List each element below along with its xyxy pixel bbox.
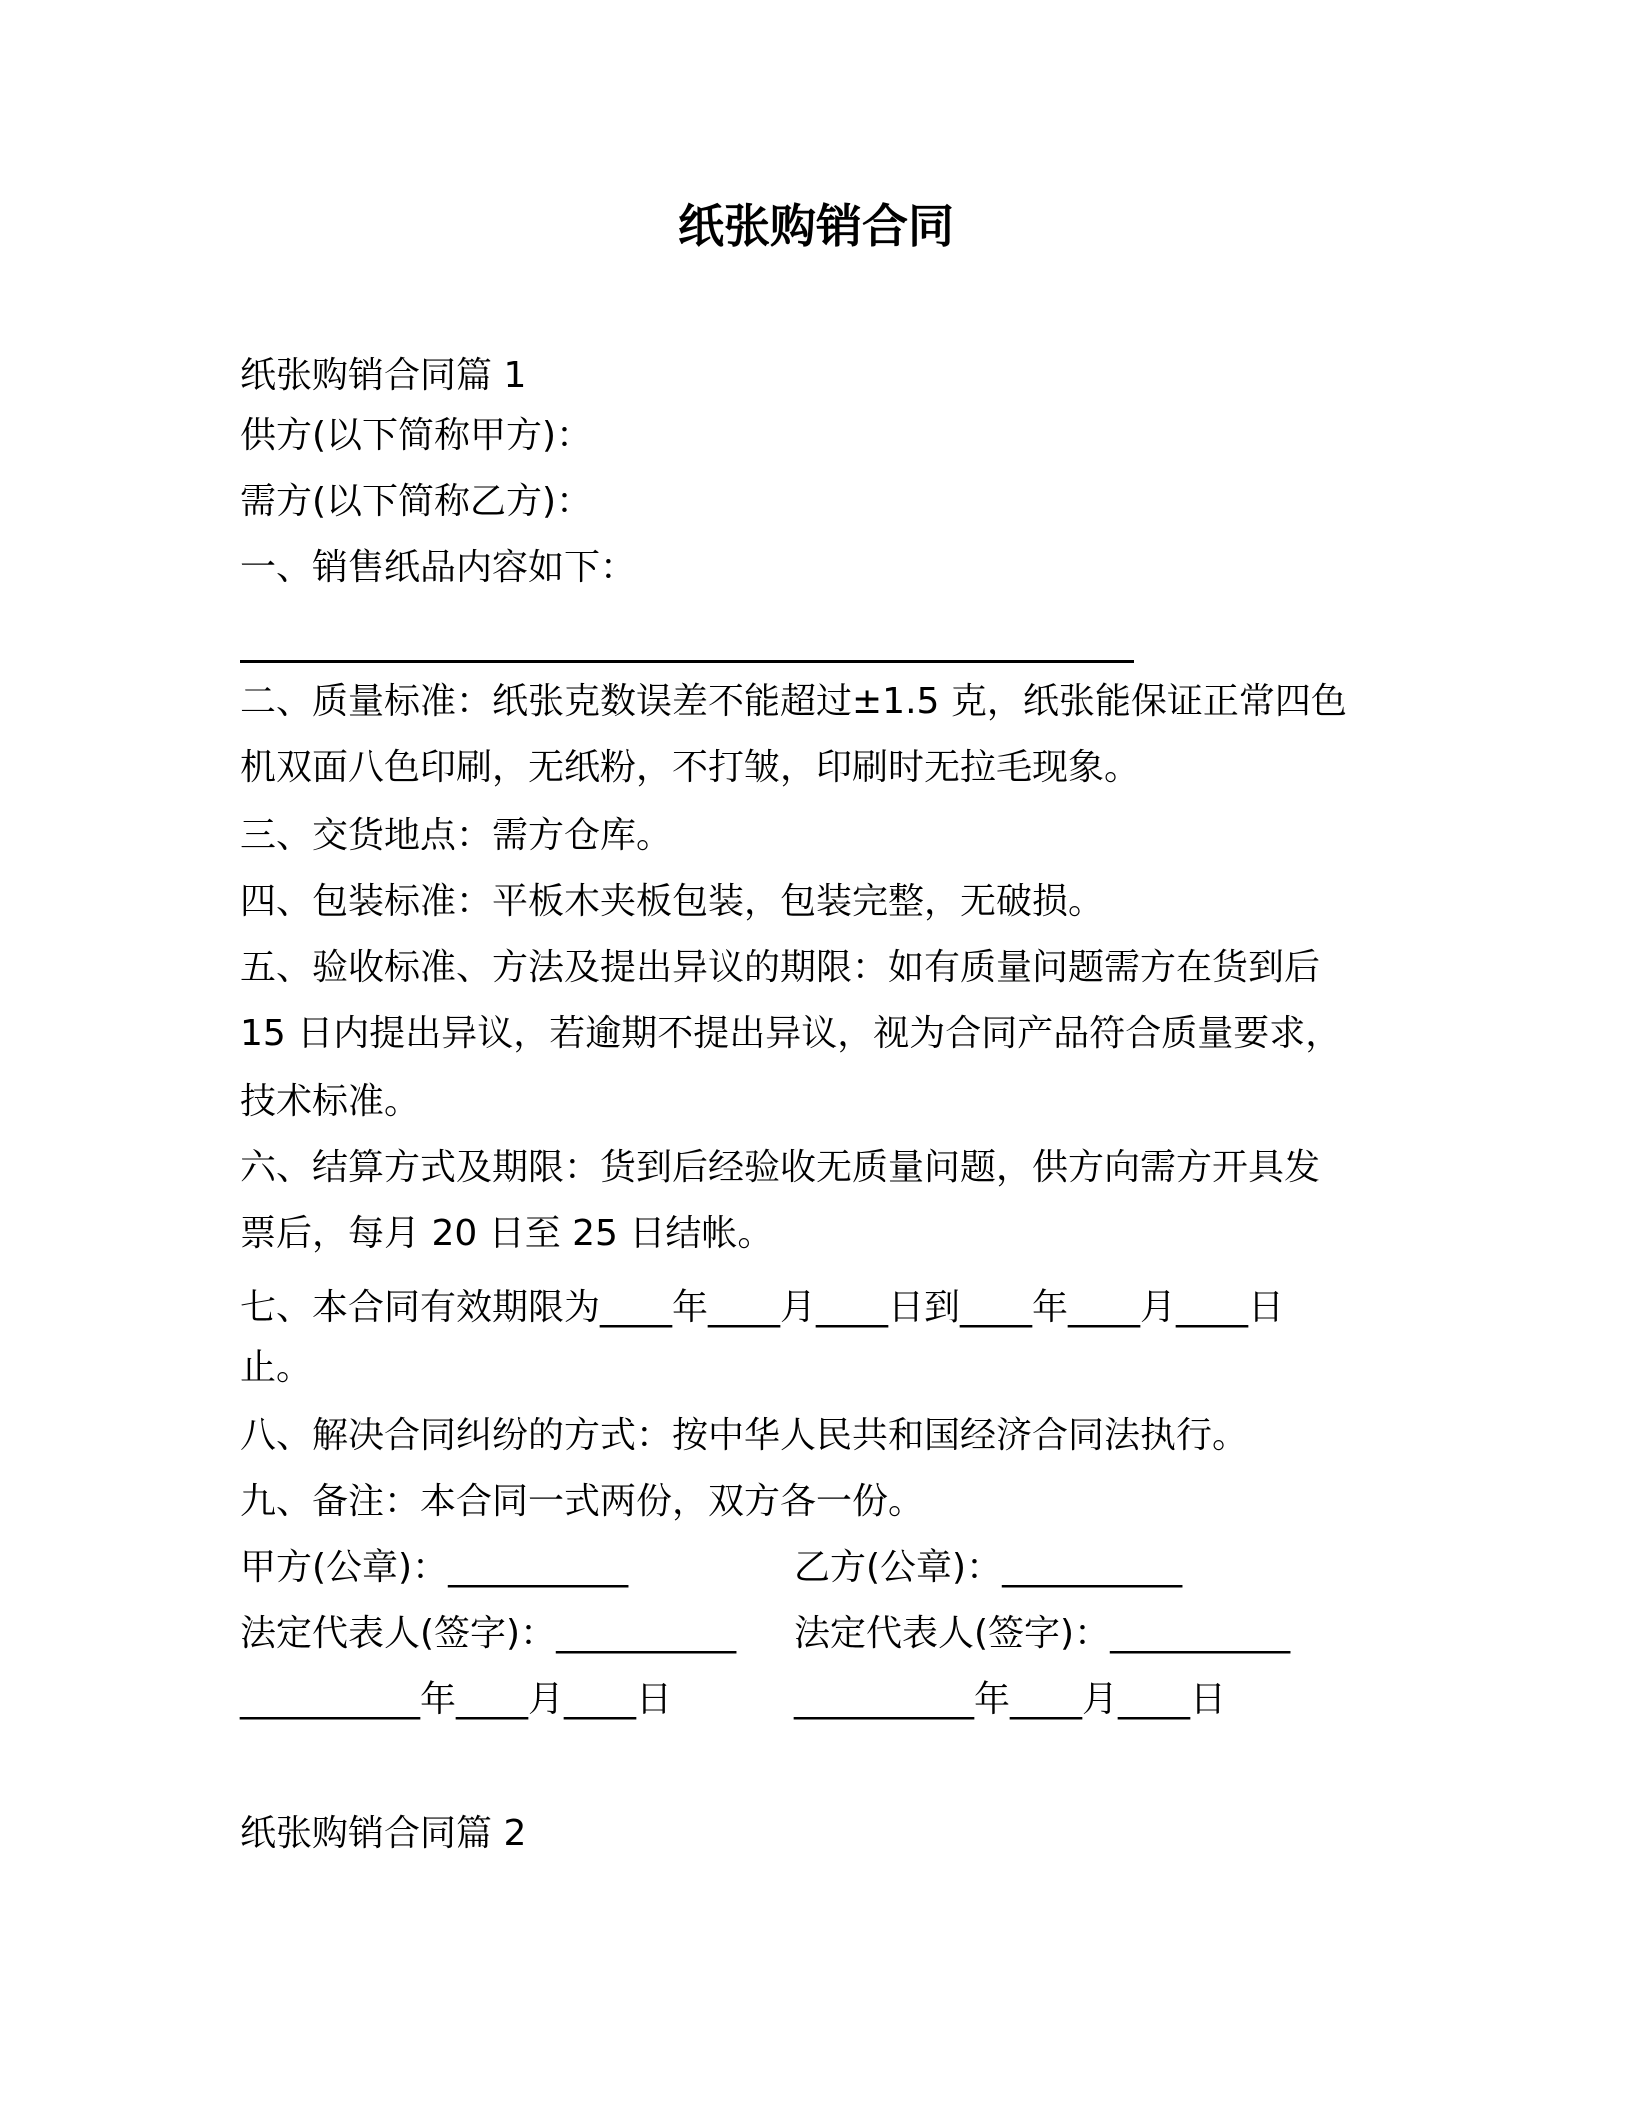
clause-5-line-1: 五、验收标准、方法及提出异议的期限：如有质量问题需方在货到后	[240, 947, 1321, 988]
date-a: __________年____月____日	[240, 1679, 672, 1720]
clause-6-line-2: 票后，每月 20 日至 25 日结帐。	[240, 1213, 774, 1254]
sign-party-a: 甲方(公章)：__________	[240, 1547, 629, 1588]
document-title: 纸张购销合同	[678, 199, 954, 253]
blank-fill-line	[240, 660, 1134, 663]
clause-3: 三、交货地点：需方仓库。	[240, 815, 673, 856]
supplier-line: 供方(以下简称甲方)：	[240, 415, 593, 456]
clause-2-line-2: 机双面八色印刷，无纸粉，不打皱，印刷时无拉毛现象。	[240, 747, 1141, 788]
date-b: __________年____月____日	[794, 1679, 1226, 1720]
buyer-line: 需方(以下简称乙方)：	[240, 481, 593, 522]
clause-8: 八、解决合同纠纷的方式：按中华人民共和国经济合同法执行。	[240, 1415, 1249, 1456]
clause-7-line-2: 止。	[240, 1347, 313, 1388]
clause-2-line-1: 二、质量标准：纸张克数误差不能超过±1.5 克，纸张能保证正常四色	[240, 681, 1347, 722]
clause-5-line-2: 15 日内提出异议，若逾期不提出异议，视为合同产品符合质量要求，	[240, 1013, 1342, 1054]
clause-6-line-1: 六、结算方式及期限：货到后经验收无质量问题，供方向需方开具发	[240, 1147, 1321, 1188]
section-2-heading: 纸张购销合同篇 2	[240, 1813, 527, 1854]
legal-rep-a: 法定代表人(签字)：__________	[240, 1613, 737, 1654]
clause-9: 九、备注：本合同一式两份，双方各一份。	[240, 1481, 925, 1522]
section-1-heading: 纸张购销合同篇 1	[240, 355, 527, 396]
clause-7-line-1: 七、本合同有效期限为____年____月____日到____年____月____日	[240, 1287, 1285, 1328]
clause-5-line-3: 技术标准。	[240, 1081, 421, 1122]
sign-party-b: 乙方(公章)：__________	[794, 1547, 1183, 1588]
legal-rep-b: 法定代表人(签字)：__________	[794, 1613, 1291, 1654]
clause-4: 四、包装标准：平板木夹板包装，包装完整，无破损。	[240, 881, 1105, 922]
clause-1: 一、销售纸品内容如下：	[240, 547, 637, 588]
